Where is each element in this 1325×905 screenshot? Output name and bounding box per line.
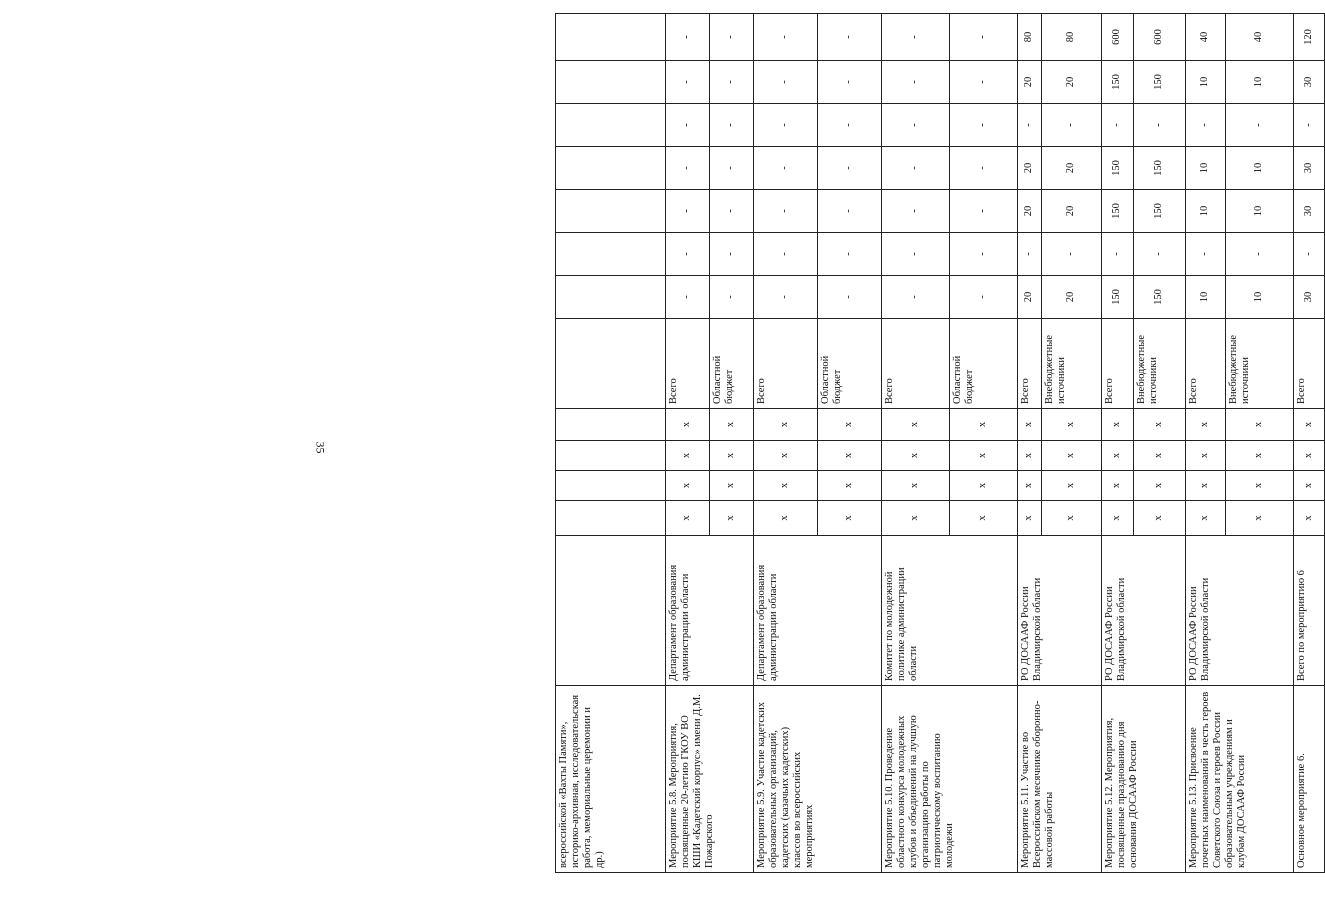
mark-cell: х — [818, 471, 882, 501]
mark-cell: х — [1226, 441, 1294, 471]
value-cell: 150 — [1102, 276, 1134, 319]
value-cell: 40 — [1186, 14, 1226, 61]
activity-name-cell: Мероприятие 5.10. Проведение областного конкурса молодежных клубов и объединений на лучшую организацию работы по патриотическому воспитанию молодежи — [882, 686, 1018, 873]
executor-cell: РО ДОСААФ России Владимирской области — [1102, 536, 1186, 686]
executor-cell: Всего по мероприятию 6 — [1294, 536, 1325, 686]
value-cell: 30 — [1294, 61, 1325, 104]
mark-cell: х — [666, 441, 710, 471]
mark-cell: х — [666, 471, 710, 501]
value-cell: 20 — [1042, 190, 1102, 233]
mark-cell: х — [754, 471, 818, 501]
mark-cell: х — [1102, 409, 1134, 441]
mark-cell: х — [1294, 441, 1325, 471]
executor-cell: Департамент образования администрации области — [754, 536, 882, 686]
activity-name-cell: Основное мероприятие 6. — [1294, 686, 1325, 873]
value-cell: - — [666, 61, 710, 104]
value-cell: - — [666, 104, 710, 147]
mark-cell: х — [882, 409, 950, 441]
value-cell: - — [882, 61, 950, 104]
value-cell — [556, 276, 666, 319]
mark-cell: х — [1186, 471, 1226, 501]
value-cell: - — [950, 104, 1018, 147]
mark-cell: х — [1186, 409, 1226, 441]
mark-cell: х — [1226, 501, 1294, 536]
value-cell: 10 — [1226, 61, 1294, 104]
value-cell: - — [710, 190, 754, 233]
value-cell: - — [1134, 104, 1186, 147]
value-cell: 150 — [1134, 147, 1186, 190]
value-cell: 10 — [1226, 147, 1294, 190]
value-cell: - — [710, 276, 754, 319]
funding-source-cell: Всего — [882, 319, 950, 409]
value-cell: - — [754, 276, 818, 319]
value-cell: - — [1102, 233, 1134, 276]
value-cell: - — [710, 104, 754, 147]
value-cell: 150 — [1134, 190, 1186, 233]
mark-cell — [556, 409, 666, 441]
value-cell: - — [710, 233, 754, 276]
value-cell: 20 — [1018, 190, 1042, 233]
value-cell — [556, 104, 666, 147]
rotated-table-wrapper — [555, 14, 1314, 873]
mark-cell: х — [882, 471, 950, 501]
activity-name-cell: Мероприятие 5.13. Присвоение почетных наименований в честь героев Советского Союза и героев России образовательным учреждениям и клубам ДОСААФ России — [1186, 686, 1294, 873]
value-cell: - — [950, 14, 1018, 61]
mark-cell: х — [1042, 501, 1102, 536]
value-cell: 150 — [1102, 61, 1134, 104]
value-cell: - — [818, 276, 882, 319]
value-cell: - — [754, 14, 818, 61]
value-cell: - — [1294, 104, 1325, 147]
value-cell: 150 — [1134, 61, 1186, 104]
mark-cell: х — [1294, 409, 1325, 441]
funding-source-cell: Всего — [666, 319, 710, 409]
mark-cell: х — [882, 501, 950, 536]
value-cell: 20 — [1042, 276, 1102, 319]
mark-cell: х — [710, 471, 754, 501]
funding-source-cell — [556, 319, 666, 409]
mark-cell: х — [818, 501, 882, 536]
activity-name-cell: Мероприятие 5.12. Мероприятия, посвященные празднованию дня основания ДОСААФ России — [1102, 686, 1186, 873]
value-cell: - — [666, 190, 710, 233]
value-cell: 80 — [1018, 14, 1042, 61]
value-cell: - — [818, 61, 882, 104]
page-number: 35 — [313, 441, 328, 454]
mark-cell: х — [950, 409, 1018, 441]
value-cell: - — [882, 147, 950, 190]
mark-cell: х — [950, 501, 1018, 536]
value-cell: - — [1226, 104, 1294, 147]
mark-cell: х — [1102, 471, 1134, 501]
value-cell: - — [666, 147, 710, 190]
value-cell: - — [754, 61, 818, 104]
value-cell: - — [818, 233, 882, 276]
mark-cell: х — [754, 409, 818, 441]
program-activities-table — [555, 13, 1325, 873]
table-row — [666, 14, 710, 873]
value-cell: - — [1042, 104, 1102, 147]
activity-name-cell: всероссийской «Вахты Памяти», историко-архивная, исследовательская работа, мемориальные церемонии и др.) — [556, 686, 666, 873]
value-cell: 30 — [1294, 190, 1325, 233]
value-cell: - — [1186, 104, 1226, 147]
value-cell: - — [1294, 233, 1325, 276]
mark-cell: х — [710, 441, 754, 471]
value-cell: 20 — [1018, 61, 1042, 104]
mark-cell: х — [1134, 501, 1186, 536]
value-cell: 10 — [1186, 276, 1226, 319]
table-row — [1018, 14, 1042, 873]
value-cell: - — [950, 61, 1018, 104]
funding-source-cell: Всего — [1294, 319, 1325, 409]
activity-name-cell: Мероприятие 5.11. Участие во Всероссийском месячнике оборонно-массовой работы — [1018, 686, 1102, 873]
table-body — [556, 14, 1325, 873]
value-cell: 20 — [1042, 147, 1102, 190]
mark-cell: х — [710, 501, 754, 536]
value-cell: - — [666, 14, 710, 61]
value-cell: 20 — [1018, 276, 1042, 319]
value-cell: 10 — [1186, 190, 1226, 233]
value-cell: - — [818, 190, 882, 233]
mark-cell: х — [950, 471, 1018, 501]
value-cell: - — [950, 147, 1018, 190]
value-cell: - — [882, 233, 950, 276]
value-cell: - — [950, 276, 1018, 319]
mark-cell: х — [1186, 501, 1226, 536]
mark-cell: х — [1018, 471, 1042, 501]
mark-cell: х — [1186, 441, 1226, 471]
executor-cell — [556, 536, 666, 686]
value-cell: - — [754, 233, 818, 276]
value-cell: 10 — [1226, 190, 1294, 233]
value-cell: - — [950, 233, 1018, 276]
mark-cell: х — [666, 501, 710, 536]
mark-cell: х — [818, 409, 882, 441]
funding-source-cell: Всего — [754, 319, 818, 409]
mark-cell: х — [666, 409, 710, 441]
value-cell: 30 — [1294, 276, 1325, 319]
activity-name-cell: Мероприятие 5.8. Мероприятия, посвященные 20-летию ГКОУ ВО КШИ «Кадетский корпус» имени Д.М. Пожарского — [666, 686, 754, 873]
value-cell: - — [882, 14, 950, 61]
funding-source-cell: Внебюджетные источники — [1134, 319, 1186, 409]
funding-source-cell: Внебюджетные источники — [1226, 319, 1294, 409]
value-cell: - — [1226, 233, 1294, 276]
funding-source-cell: Всего — [1018, 319, 1042, 409]
mark-cell: х — [1294, 471, 1325, 501]
executor-cell: РО ДОСААФ России Владимирской области — [1186, 536, 1294, 686]
mark-cell: х — [710, 409, 754, 441]
value-cell: 10 — [1186, 61, 1226, 104]
table-row — [882, 14, 950, 873]
value-cell — [556, 147, 666, 190]
value-cell: - — [710, 147, 754, 190]
mark-cell: х — [754, 501, 818, 536]
value-cell: 20 — [1042, 61, 1102, 104]
value-cell — [556, 61, 666, 104]
value-cell: - — [1134, 233, 1186, 276]
funding-source-cell: Всего — [1102, 319, 1134, 409]
value-cell: - — [1102, 104, 1134, 147]
value-cell — [556, 190, 666, 233]
funding-source-cell: Областной бюджет — [710, 319, 754, 409]
mark-cell: х — [1018, 409, 1042, 441]
value-cell: - — [950, 190, 1018, 233]
mark-cell: х — [950, 441, 1018, 471]
activity-name-cell: Мероприятие 5.9. Участие кадетских образовательных организаций, кадетских (казачьих кадетских) классов во всероссийских мероприятиях — [754, 686, 882, 873]
mark-cell: х — [1134, 409, 1186, 441]
value-cell: - — [710, 61, 754, 104]
mark-cell: х — [1042, 409, 1102, 441]
table-row — [754, 14, 818, 873]
mark-cell: х — [1018, 501, 1042, 536]
value-cell: - — [666, 276, 710, 319]
value-cell: - — [754, 147, 818, 190]
value-cell — [556, 14, 666, 61]
value-cell: 120 — [1294, 14, 1325, 61]
mark-cell: х — [1102, 441, 1134, 471]
value-cell: 20 — [1018, 147, 1042, 190]
mark-cell — [556, 441, 666, 471]
mark-cell: х — [818, 441, 882, 471]
value-cell: - — [882, 276, 950, 319]
value-cell: 40 — [1226, 14, 1294, 61]
value-cell: - — [1186, 233, 1226, 276]
value-cell: - — [666, 233, 710, 276]
value-cell: 150 — [1102, 147, 1134, 190]
funding-source-cell: Областной бюджет — [950, 319, 1018, 409]
mark-cell: х — [882, 441, 950, 471]
value-cell: 150 — [1134, 276, 1186, 319]
value-cell: 600 — [1102, 14, 1134, 61]
value-cell: - — [1042, 233, 1102, 276]
mark-cell: х — [1226, 471, 1294, 501]
mark-cell — [556, 471, 666, 501]
value-cell: - — [818, 104, 882, 147]
mark-cell: х — [1134, 471, 1186, 501]
table-row — [1294, 14, 1325, 873]
table-row — [1186, 14, 1226, 873]
mark-cell: х — [1226, 409, 1294, 441]
value-cell: 10 — [1186, 147, 1226, 190]
value-cell: 10 — [1226, 276, 1294, 319]
mark-cell: х — [1018, 441, 1042, 471]
executor-cell: РО ДОСААФ России Владимирской области — [1018, 536, 1102, 686]
funding-source-cell: Областной бюджет — [818, 319, 882, 409]
value-cell: 150 — [1102, 190, 1134, 233]
value-cell: - — [882, 190, 950, 233]
mark-cell: х — [1134, 441, 1186, 471]
table-row — [556, 14, 666, 873]
funding-source-cell: Внебюджетные источники — [1042, 319, 1102, 409]
mark-cell: х — [1294, 501, 1325, 536]
value-cell: 600 — [1134, 14, 1186, 61]
value-cell: 30 — [1294, 147, 1325, 190]
mark-cell: х — [1042, 471, 1102, 501]
executor-cell: Комитет по молодежной политике администрации области — [882, 536, 1018, 686]
value-cell: - — [1018, 233, 1042, 276]
value-cell: - — [754, 190, 818, 233]
value-cell — [556, 233, 666, 276]
mark-cell: х — [754, 441, 818, 471]
value-cell: - — [710, 14, 754, 61]
mark-cell — [556, 501, 666, 536]
mark-cell: х — [1042, 441, 1102, 471]
executor-cell: Департамент образования администрации области — [666, 536, 754, 686]
value-cell: - — [818, 14, 882, 61]
mark-cell: х — [1102, 501, 1134, 536]
value-cell: - — [882, 104, 950, 147]
value-cell: - — [754, 104, 818, 147]
value-cell: - — [1018, 104, 1042, 147]
value-cell: 80 — [1042, 14, 1102, 61]
value-cell: - — [818, 147, 882, 190]
funding-source-cell: Всего — [1186, 319, 1226, 409]
table-row — [1102, 14, 1134, 873]
